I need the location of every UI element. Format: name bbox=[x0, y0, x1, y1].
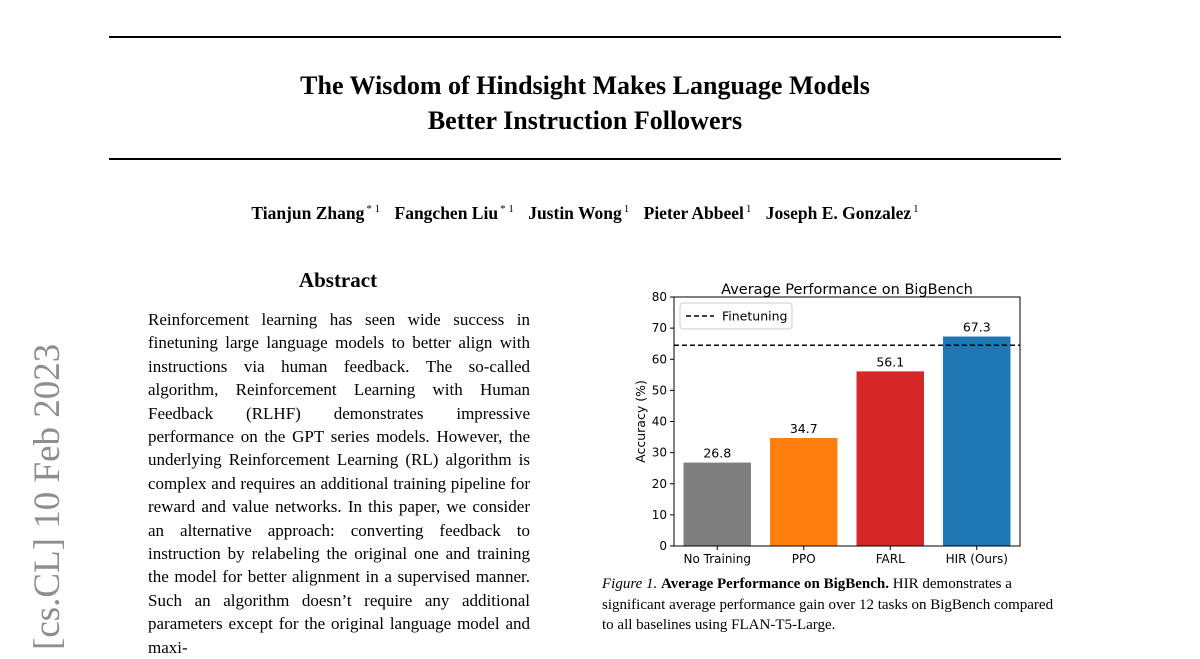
title-rule-top bbox=[109, 36, 1061, 38]
y-tick-label: 0 bbox=[659, 539, 667, 553]
chart-bar bbox=[943, 337, 1010, 546]
y-tick-label: 30 bbox=[651, 445, 667, 460]
author bbox=[766, 203, 919, 223]
bar-value-label: 34.7 bbox=[789, 420, 818, 436]
figure-caption bbox=[602, 574, 1064, 636]
author-name: Joseph E. Gonzalez bbox=[765, 203, 912, 223]
caption-text: HIR demonstrates a significant average performance gain over 12 tasks on BigBench compared to all baselines using FLAN-T5-Large. bbox=[602, 576, 1054, 633]
y-axis-label: Accuracy (%) bbox=[633, 380, 648, 463]
author-affiliation: * 1 bbox=[366, 203, 381, 215]
x-tick-label: No Training bbox=[683, 552, 751, 566]
author bbox=[395, 203, 514, 223]
author-affiliation: 1 bbox=[623, 203, 630, 215]
figure-1 bbox=[602, 276, 1062, 572]
y-tick-label: 60 bbox=[651, 352, 667, 367]
author bbox=[528, 203, 629, 223]
author-affiliation: * 1 bbox=[500, 203, 514, 215]
author-name: Tianjun Zhang bbox=[251, 203, 365, 223]
abstract-heading: Abstract bbox=[298, 268, 378, 292]
legend-label: Finetuning bbox=[722, 308, 788, 324]
author bbox=[644, 203, 752, 223]
author-name: Justin Wong bbox=[528, 203, 622, 223]
author-list bbox=[109, 203, 1061, 224]
abstract-text: Reinforcement learning has seen wide success in finetuning large language models to better align with instructions via human feedback. The so-called algorithm, Reinforcement Learning with Human Feedback (RLHF) demonstrates impressive performance on the GPT series models. However, the underlying Reinforcement Learning (RL) algorithm is complex and requires an additional training pipeline for reward and value networks. In this paper, we consider an alternative approach: converting feedback to instruction by relabeling the original one and training the model for better alignment in a supervised manner. Such an algorithm doesn’t require any additional parameters except for the original language model and maxi- bbox=[148, 310, 530, 657]
title-line-1: The Wisdom of Hindsight Makes Language Models bbox=[300, 71, 870, 100]
bar-value-label: 26.8 bbox=[703, 445, 732, 461]
author-name: Fangchen Liu bbox=[394, 203, 499, 223]
chart-bar bbox=[857, 371, 924, 546]
author-name: Pieter Abbeel bbox=[643, 203, 744, 223]
bar-value-label: 56.1 bbox=[876, 354, 905, 370]
author bbox=[251, 203, 380, 223]
x-tick-label: FARL bbox=[875, 552, 905, 566]
paper-title bbox=[109, 68, 1061, 138]
caption-label: Figure 1. bbox=[602, 576, 658, 592]
x-tick-label: PPO bbox=[791, 552, 816, 566]
author-affiliation: 1 bbox=[913, 203, 919, 215]
chart-bar bbox=[684, 463, 751, 546]
x-tick-label: HIR (Ours) bbox=[945, 552, 1008, 566]
bar-value-label: 67.3 bbox=[962, 319, 991, 335]
y-tick-label: 50 bbox=[651, 383, 667, 398]
y-tick-label: 40 bbox=[651, 414, 667, 429]
chart-title: Average Performance on BigBench bbox=[721, 282, 973, 298]
title-rule-bottom bbox=[109, 158, 1061, 160]
y-tick-label: 20 bbox=[651, 476, 667, 491]
author-affiliation: 1 bbox=[745, 203, 752, 215]
title-line-2: Better Instruction Followers bbox=[427, 106, 743, 135]
chart-bar bbox=[770, 438, 837, 546]
y-tick-label: 70 bbox=[651, 321, 667, 336]
bar-chart bbox=[602, 276, 1062, 572]
y-tick-label: 10 bbox=[651, 507, 667, 522]
caption-title: Average Performance on BigBench. bbox=[661, 576, 890, 592]
y-tick-label: 80 bbox=[651, 290, 667, 304]
arxiv-side-stamp: [cs.CL] 10 Feb 2023 bbox=[27, 343, 68, 650]
